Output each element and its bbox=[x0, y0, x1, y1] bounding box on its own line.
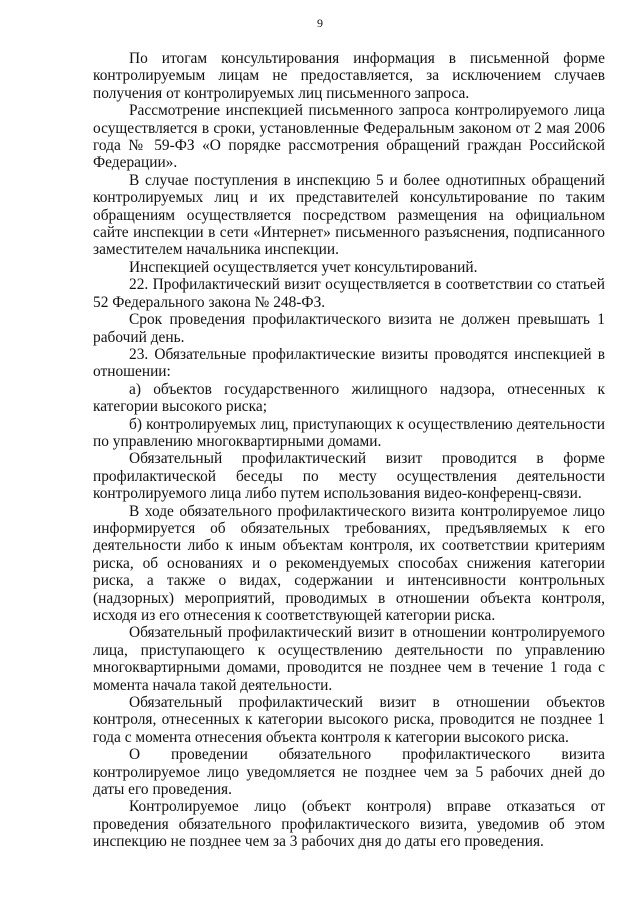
paragraph: Обязательный профилактический визит в отношении объектов контроля, отнесенных к категории высокого риска, проводится не позднее 1 года с момента отнесения объекта контроля к категории высокого риска. bbox=[93, 694, 605, 746]
paragraph: 23. Обязательные профилактические визиты проводятся инспекцией в отношении: bbox=[93, 345, 605, 381]
page-number: 9 bbox=[317, 16, 323, 30]
paragraph: По итогам консультирования информация в письменной форме контролируемым лицам не предоставляется, за исключением случаев получения от контролируемых лиц письменного запроса. bbox=[93, 50, 605, 102]
paragraph: В ходе обязательного профилактического визита контролируемое лицо информируется об обязательных требованиях, предъявляемых к его деятельности либо к иным объектам контроля, их соответствии критериям риска, об основаниях и о рекомендуемых способах снижения категории риска, а также о видах, содержании и интенсивности контрольных (надзорных) мероприятий, проводимых в отношении объекта контроля, исходя из его отнесения к соответствующей категории риска. bbox=[93, 502, 605, 624]
paragraph: Срок проведения профилактического визита не должен превышать 1 рабочий день. bbox=[93, 311, 605, 346]
paragraph: В случае поступления в инспекцию 5 и более однотипных обращений контролируемых лиц и их представителей консультирование по таким обращениям осуществляется посредством размещения на официальном сайте инспекции в сети «Интернет» письменного разъяснения, подписанного заместителем начальника инспекции. bbox=[93, 171, 605, 259]
paragraph: Рассмотрение инспекцией письменного запроса контролируемого лица осуществляется в сроки, установленные Федеральным законом от 2 мая 2006 года № 59-ФЗ «О порядке рассмотрения обращений граждан Российской Федерации». bbox=[93, 102, 605, 172]
paragraph: О проведении обязательного профилактического визита контролируемое лицо уведомляется не позднее чем за 5 рабочих дней до даты его проведения. bbox=[93, 746, 605, 799]
paragraph: а) объектов государственного жилищного надзора, отнесенных к категории высокого риска; bbox=[93, 380, 605, 416]
paragraph: Обязательный профилактический визит проводится в форме профилактической беседы по месту осуществления деятельности контролируемого лица либо путем использования видео-конференц-связи. bbox=[93, 450, 605, 503]
paragraph: Обязательный профилактический визит в отношении контролируемого лица, приступающего к осуществлению деятельности по управлению многоквартирными домами, проводится не позднее чем в течение 1 года с момента начала такой деятельности. bbox=[93, 624, 605, 694]
paragraph: 22. Профилактический визит осуществляется в соответствии со статьей 52 Федерального закона № 248-ФЗ. bbox=[93, 276, 605, 311]
paragraph: Инспекцией осуществляется учет консультирований. bbox=[129, 258, 478, 276]
document-body bbox=[93, 50, 605, 851]
paragraph: б) контролируемых лиц, приступающих к осуществлению деятельности по управлению многоквартирными домами. bbox=[93, 415, 605, 450]
paragraph: Контролируемое лицо (объект контроля) вправе отказаться от проведения обязательного профилактического визита, уведомив об этом инспекцию не позднее чем за 3 рабочих дня до даты его проведения. bbox=[93, 798, 605, 851]
